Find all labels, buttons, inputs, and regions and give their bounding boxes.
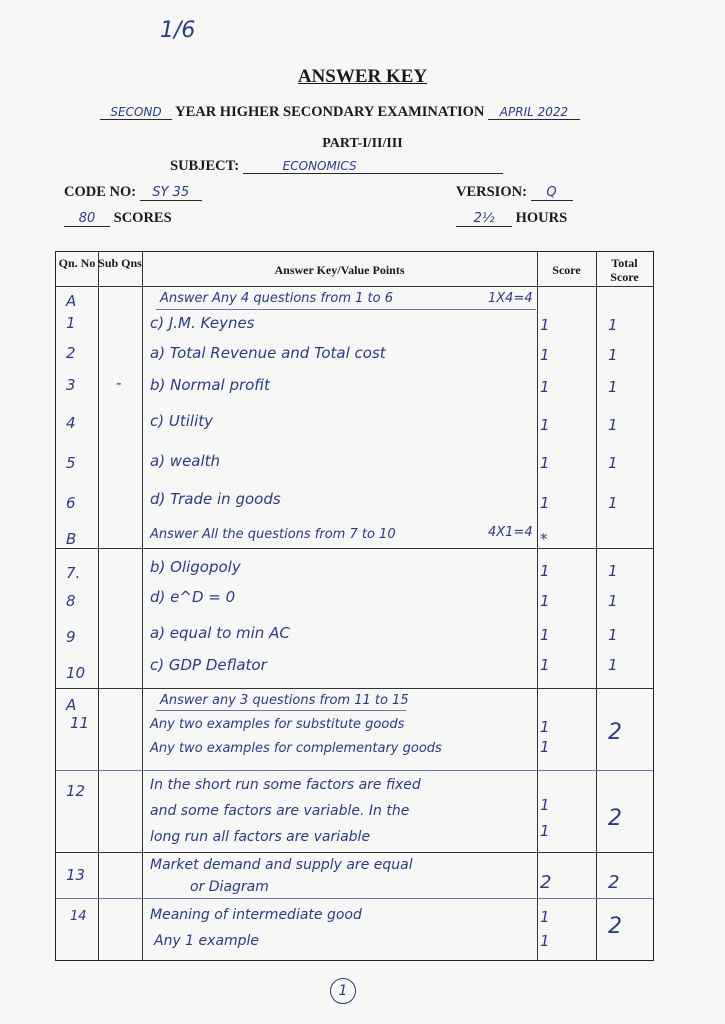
header-answer: Answer Key/Value Points — [274, 263, 405, 277]
row-score: 1 — [540, 718, 550, 736]
row-answer: c) J.M. Keynes — [150, 314, 255, 332]
row-answer-line: Any two examples for substitute goods — [150, 717, 405, 732]
section-c-label: A — [66, 696, 77, 714]
row-total: 1 — [608, 416, 618, 434]
page-fraction-mark: 1/6 — [160, 18, 196, 43]
row-total: 1 — [608, 562, 618, 580]
row-answer-line: Meaning of intermediate good — [150, 907, 362, 923]
header-qn: Qn. No — [58, 256, 96, 270]
row-answer: a) equal to min AC — [150, 624, 290, 642]
header-score: Score — [552, 263, 581, 277]
row-total: 1 — [608, 626, 618, 644]
row-total: 2 — [608, 720, 622, 745]
row-score: 1 — [540, 416, 550, 434]
row-answer-line: and some factors are variable. In the — [150, 803, 410, 819]
row-score: 2 — [540, 872, 552, 893]
row-answer: a) wealth — [150, 452, 221, 470]
exam-year-fill: SECOND — [100, 105, 172, 120]
row-score: 1 — [540, 908, 550, 926]
scores-label: SCORES — [113, 210, 172, 226]
hours-label: HOURS — [515, 210, 568, 226]
part-label: PART-I/II/III — [322, 136, 403, 151]
subject-line — [170, 158, 503, 175]
row-qn: 6 — [66, 494, 76, 512]
row-answer: b) Normal profit — [150, 376, 270, 394]
row-total: 1 — [608, 378, 618, 396]
subject-label: SUBJECT: — [170, 158, 240, 174]
hours-value: 2½ — [456, 211, 512, 227]
row-qn: 11 — [70, 714, 90, 732]
row-total: 1 — [608, 656, 618, 674]
row-total: 1 — [608, 592, 618, 610]
header-sub: Sub Qns — [98, 256, 142, 270]
section-b-label: B — [66, 530, 77, 548]
row-answer: d) e^D = 0 — [150, 588, 236, 606]
row-qn: 7. — [66, 564, 81, 582]
row-total: 1 — [608, 494, 618, 512]
section-b-instruction: Answer All the questions from 7 to 10 — [150, 527, 396, 542]
row-qn: 10 — [66, 664, 86, 682]
code-value: SY 35 — [140, 185, 202, 201]
row-answer: d) Trade in goods — [150, 490, 281, 508]
exam-line — [100, 104, 580, 121]
row-total: 1 — [608, 454, 618, 472]
section-c-instruction: Answer any 3 questions from 11 to 15 — [160, 693, 409, 708]
row-total: 1 — [608, 346, 618, 364]
row-qn: 12 — [66, 782, 86, 800]
section-b-marks: 4X1=4 — [488, 525, 533, 540]
row-answer-line: Any 1 example — [154, 933, 260, 949]
version-value: Q — [531, 185, 573, 201]
row-score: 1 — [540, 822, 550, 840]
header-total: Total Score — [610, 256, 639, 284]
row-score: 1 — [540, 932, 550, 950]
row-sub: - — [116, 374, 122, 392]
row-score: 1 — [540, 796, 550, 814]
row-qn: 9 — [66, 628, 76, 646]
page-number-bottom: 1 — [330, 978, 356, 1004]
row-qn: 4 — [66, 414, 76, 432]
row-score: 1 — [540, 346, 550, 364]
section-b-score-mark: * — [540, 530, 548, 548]
row-qn: 13 — [66, 866, 86, 884]
row-qn: 5 — [66, 454, 76, 472]
row-answer: a) Total Revenue and Total cost — [150, 344, 386, 362]
row-score: 1 — [540, 316, 550, 334]
section-a-marks: 1X4=4 — [488, 291, 533, 306]
row-answer-line: long run all factors are variable — [150, 829, 371, 845]
row-score: 1 — [540, 592, 550, 610]
row-score: 1 — [540, 378, 550, 396]
scores-line — [64, 210, 172, 227]
row-total: 2 — [608, 872, 620, 893]
row-answer: b) Oligopoly — [150, 558, 241, 576]
row-answer-line: Any two examples for complementary goods — [150, 741, 442, 756]
row-score: 1 — [540, 626, 550, 644]
section-a-instruction: Answer Any 4 questions from 1 to 6 — [160, 291, 393, 306]
section-a-label: A — [66, 292, 77, 310]
row-answer: c) GDP Deflator — [150, 656, 267, 674]
row-qn: 8 — [66, 592, 76, 610]
row-score: 1 — [540, 454, 550, 472]
answer-key-table — [55, 251, 654, 961]
row-answer-line: Market demand and supply are equal — [150, 857, 413, 873]
code-line — [64, 184, 202, 201]
row-qn: 2 — [66, 344, 76, 362]
row-total: 2 — [608, 806, 622, 831]
version-line — [456, 184, 573, 201]
row-answer-line: In the short run some factors are fixed — [150, 777, 421, 793]
scores-value: 80 — [64, 211, 110, 227]
row-score: 1 — [540, 562, 550, 580]
version-label: VERSION: — [456, 184, 527, 200]
row-answer: c) Utility — [150, 412, 213, 430]
row-answer-line: or Diagram — [190, 879, 269, 895]
hours-line — [456, 210, 567, 227]
code-label: CODE NO: — [64, 184, 137, 200]
subject-value: ECONOMICS — [243, 159, 503, 174]
page-title: ANSWER KEY — [297, 66, 428, 87]
exam-date-fill: APRIL 2022 — [488, 105, 580, 120]
row-total: 1 — [608, 316, 618, 334]
row-qn: 14 — [70, 909, 87, 924]
row-score: 1 — [540, 738, 550, 756]
row-score: 1 — [540, 656, 550, 674]
row-score: 1 — [540, 494, 550, 512]
row-qn: 3 — [66, 376, 76, 394]
row-qn: 1 — [66, 314, 76, 332]
exam-label: YEAR HIGHER SECONDARY EXAMINATION — [175, 104, 485, 120]
row-total: 2 — [608, 914, 622, 939]
